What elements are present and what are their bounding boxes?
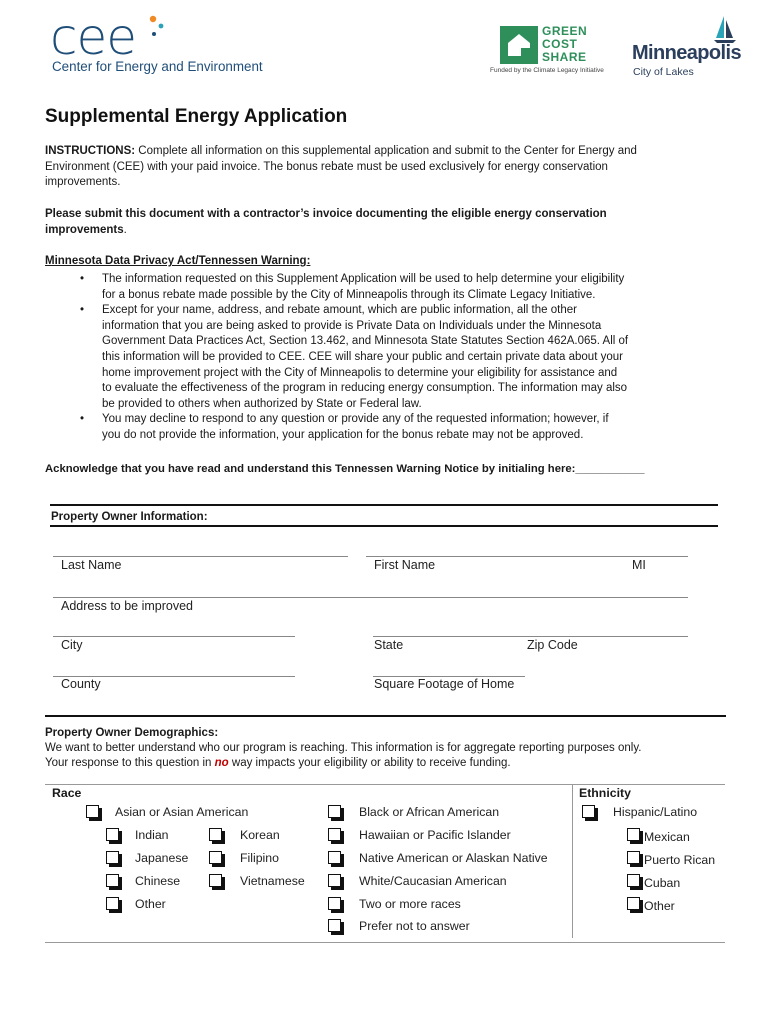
privacy-bullet-2: • Except for your name, address, and rebate amount, which are public information, all the other information that you are being asked to provide is Private Data on Individuals under the Minnesota Government Data Practices Act, Section 13.462, and Minnesota State Statutes Section 462A.065. All of this information will be provided to CEE. CEE will share your public and certain private data about your home improvement project with the City of Minneapolis to determine your eligibility for assistance and to evaluate the effectiveness of the program in reducing energy consumption. The information may also be provided to others when authorized by State or Federal law. xyxy=(80,304,629,410)
city-input[interactable] xyxy=(53,636,295,637)
owner-info-top-rule xyxy=(50,504,718,506)
instructions-label: INSTRUCTIONS: xyxy=(45,145,136,157)
owner-info-bottom-rule xyxy=(50,525,718,527)
korean-label: Korean xyxy=(240,828,280,842)
hawaiian-label: Hawaiian or Pacific Islander xyxy=(359,828,511,842)
white-label: White/Caucasian American xyxy=(359,874,507,888)
vietnamese-label: Vietnamese xyxy=(240,874,305,888)
first-name-input[interactable] xyxy=(366,556,688,557)
race-ethnicity-divider xyxy=(572,784,573,938)
ethnicity-label: Ethnicity xyxy=(579,786,631,800)
last-name-input[interactable] xyxy=(53,556,348,557)
mi-label: MI xyxy=(632,558,646,572)
submit-note-period: . xyxy=(123,223,127,236)
hispanic-label: Hispanic/Latino xyxy=(613,805,698,819)
cee-logo-text: cee xyxy=(50,8,137,66)
instructions-line3: improvements. xyxy=(45,176,121,189)
owner-info-heading: Property Owner Information: xyxy=(51,511,208,523)
sqft-label: Square Footage of Home xyxy=(374,677,515,691)
cee-logo xyxy=(50,8,280,78)
cuban-label: Cuban xyxy=(644,876,681,890)
demographics-line1: We want to better understand who our program is reaching. This information is for aggregate reporting purposes only. xyxy=(45,742,642,754)
demographics-heading: Property Owner Demographics: xyxy=(45,727,219,739)
submit-note xyxy=(45,207,735,238)
chinese-checkbox[interactable] xyxy=(106,874,119,887)
filipino-checkbox[interactable] xyxy=(209,851,222,864)
asian-other-checkbox[interactable] xyxy=(106,897,119,910)
privacy-heading: Minnesota Data Privacy Act/Tennessen Warning: xyxy=(45,255,311,267)
privacy-bullet-3: • You may decline to respond to any question or provide any of the requested information; however, if you do not provide the information, your application for the bonus rebate may not be approved. xyxy=(80,413,609,441)
korean-checkbox[interactable] xyxy=(209,828,222,841)
address-input[interactable] xyxy=(53,597,688,598)
prefer-not-checkbox[interactable] xyxy=(328,919,341,932)
minneapolis-name: Minneapolis xyxy=(632,42,741,64)
cee-tagline: Center for Energy and Environment xyxy=(52,59,263,74)
instructions-line1: Complete all information on this supplemental application and submit to the Center for Energy and xyxy=(138,145,637,157)
puerto-rican-label: Puerto Rican xyxy=(644,853,716,867)
mexican-label: Mexican xyxy=(644,830,690,844)
native-checkbox[interactable] xyxy=(328,851,341,864)
mexican-checkbox[interactable] xyxy=(627,828,640,841)
page-title: Supplemental Energy Application xyxy=(45,106,348,127)
indian-checkbox[interactable] xyxy=(106,828,119,841)
emphasis-no: no xyxy=(214,757,229,769)
instructions-line2: Environment (CEE) with your paid invoice. The bonus rebate must be used exclusively for energy conservation xyxy=(45,160,608,173)
black-checkbox[interactable] xyxy=(328,805,341,818)
acknowledge-initial-field[interactable]: Acknowledge that you have read and understand this Tennessen Warning Notice by initialing here:___________ xyxy=(45,463,645,475)
house-icon xyxy=(500,26,538,64)
privacy-bullets xyxy=(80,272,742,444)
race-table-top-rule xyxy=(45,784,725,785)
address-label: Address to be improved xyxy=(61,599,194,613)
indian-label: Indian xyxy=(135,828,169,842)
zip-label: Zip Code xyxy=(527,638,578,652)
asian-checkbox[interactable] xyxy=(86,805,99,818)
two-more-label: Two or more races xyxy=(359,897,461,911)
first-name-label: First Name xyxy=(374,558,436,572)
asian-other-label: Other xyxy=(135,897,166,911)
hispanic-checkbox[interactable] xyxy=(582,805,595,818)
last-name-label: Last Name xyxy=(61,558,122,572)
demographics-line2: Your response to this question in no way impacts your eligibility or ability to receive funding. xyxy=(45,757,511,769)
filipino-label: Filipino xyxy=(240,851,279,865)
gcs-funded-text: Funded by the Climate Legacy Initiative xyxy=(490,67,604,74)
prefer-not-label: Prefer not to answer xyxy=(359,919,470,933)
two-more-checkbox[interactable] xyxy=(328,897,341,910)
submit-note-line1: Please submit this document with a contractor’s invoice documenting the eligible energy conservation xyxy=(45,208,607,220)
minneapolis-sub: City of Lakes xyxy=(633,66,694,78)
gcs-line1: GREEN xyxy=(542,24,588,38)
ethnicity-other-checkbox[interactable] xyxy=(627,897,640,910)
gcs-line2: COST xyxy=(542,37,578,51)
asian-label: Asian or Asian American xyxy=(115,805,249,819)
submit-note-line2: improvements xyxy=(45,223,124,236)
gcs-line3: SHARE xyxy=(542,50,587,64)
state-zip-input[interactable] xyxy=(373,636,688,637)
sailboat-icon xyxy=(714,14,736,44)
hawaiian-checkbox[interactable] xyxy=(328,828,341,841)
privacy-bullet-1: • The information requested on this Supplement Application will be used to help determine your eligibility for a bonus rebate made possible by the City of Minneapolis through its Climate Legacy Initiative. xyxy=(80,273,625,301)
japanese-label: Japanese xyxy=(135,851,189,865)
native-label: Native American or Alaskan Native xyxy=(359,851,548,865)
city-label: City xyxy=(61,638,83,652)
race-table-bottom-rule xyxy=(45,942,725,943)
minneapolis-logo xyxy=(630,14,740,80)
japanese-checkbox[interactable] xyxy=(106,851,119,864)
vietnamese-checkbox[interactable] xyxy=(209,874,222,887)
race-label: Race xyxy=(52,786,82,800)
black-label: Black or African American xyxy=(359,805,500,819)
cuban-checkbox[interactable] xyxy=(627,874,640,887)
green-cost-share-logo xyxy=(490,22,620,82)
white-checkbox[interactable] xyxy=(328,874,341,887)
puerto-rican-checkbox[interactable] xyxy=(627,851,640,864)
county-label: County xyxy=(61,677,101,691)
state-label: State xyxy=(374,638,404,652)
instructions-block xyxy=(45,144,735,191)
demographics-top-rule xyxy=(45,715,726,717)
ethnicity-other-label: Other xyxy=(644,899,675,913)
chinese-label: Chinese xyxy=(135,874,181,888)
